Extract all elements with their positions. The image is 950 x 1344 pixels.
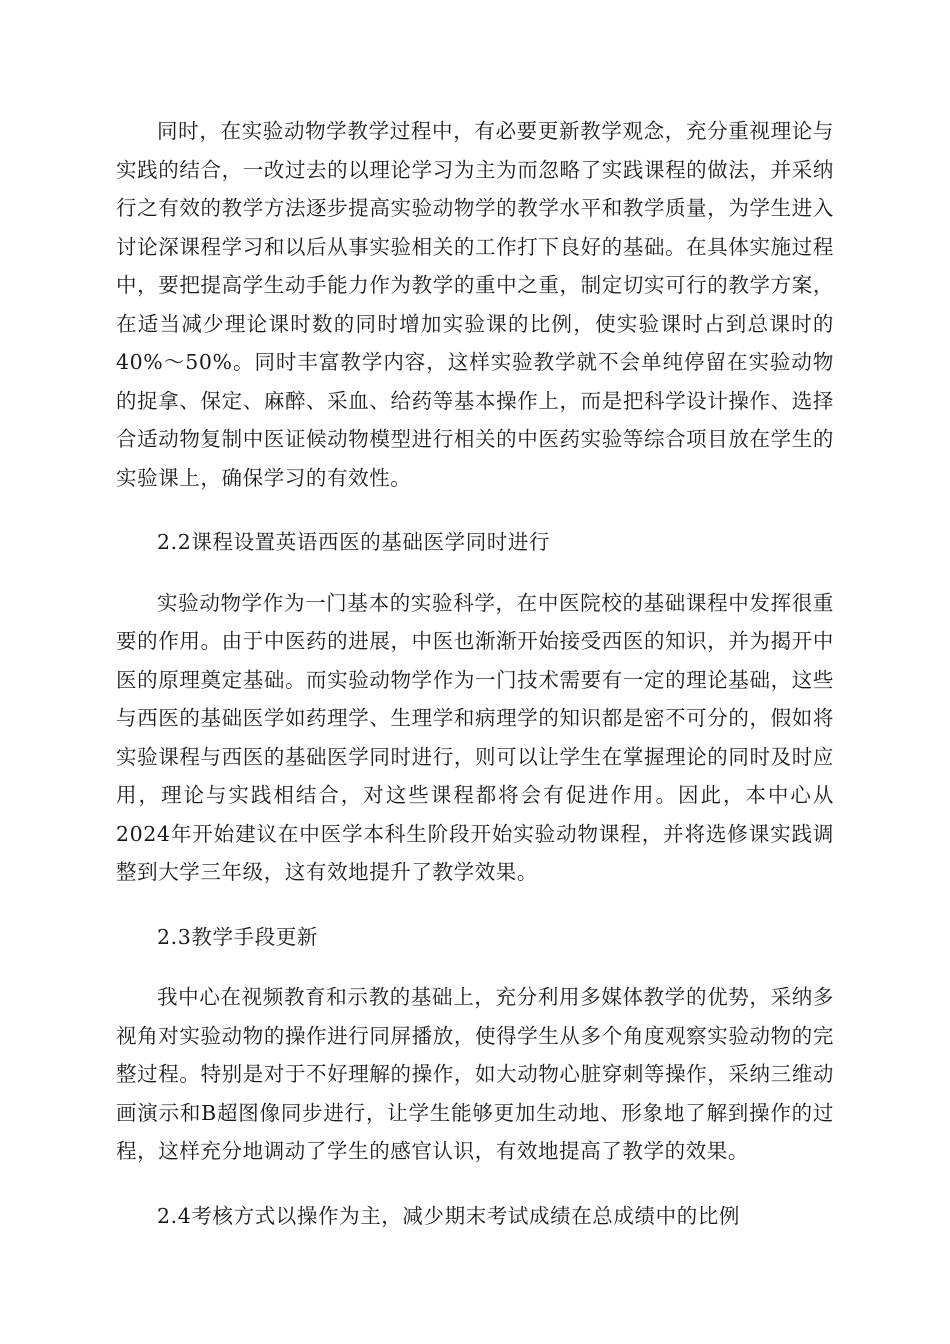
document-body xyxy=(116,112,834,1235)
paragraph-teaching-methods: 我中心在视频教育和示教的基础上，充分利用多媒体教学的优势，采纳多视角对实验动物的操作进行同屏播放，使得学生从多个角度观察实验动物的完整过程。特别是对于不好理解的操作，如大动物心脏穿刺等操作，采纳三维动画演示和B超图像同步进行，让学生能够更加生动地、形象地了解到操作的过程，这样充分地调动了学生的感官认识，有效地提高了教学的效果。 xyxy=(116,985,834,1163)
paragraph-teaching-concept: 同时，在实验动物学教学过程中，有必要更新教学观念，充分重视理论与实践的结合，一改过去的以理论学习为主为而忽略了实践课程的做法，并采纳行之有效的教学方法逐步提高实验动物学的教学水平和教学质量，为学生进入讨论深课程学习和以后从事实验相关的工作打下良好的基础。在具体实施过程中，要把提高学生动手能力作为教学的重中之重，制定切实可行的教学方案，在适当减少理论课时数的同时增加实验课的比例，使实验课时占到总课时的40%～50%。同时丰富教学内容，这样实验教学就不会单纯停留在实验动物的捉拿、保定、麻醉、采血、给药等基本操作上，而是把科学设计操作、选择合适动物复制中医证候动物模型进行相关的中医药实验等综合项目放在学生的实验课上，确保学习的有效性。 xyxy=(116,119,834,490)
paragraph-curriculum-setting: 实验动物学作为一门基本的实验科学，在中医院校的基础课程中发挥很重要的作用。由于中医药的进展，中医也渐渐开始接受西医的知识，并为揭开中医的原理奠定基础。而实验动物学作为一门技术需要有一定的理论基础，这些与西医的基础医学如药理学、生理学和病理学的知识都是密不可分的，假如将实验课程与西医的基础医学同时进行，则可以让学生在掌握理论的同时及时应用，理论与实践相结合，对这些课程都将会有促进作用。因此，本中心从2024年开始建议在中医学本科生阶段开始实验动物课程，并将选修课实践调整到大学三年级，这有效地提升了教学效果。 xyxy=(116,590,834,884)
section-heading-2-2: 2.2课程设置英语西医的基础医学同时进行 xyxy=(157,530,551,554)
section-heading-2-3: 2.3教学手段更新 xyxy=(157,924,319,949)
section-heading-2-4: 2.4考核方式以操作为主，减少期末考试成绩在总成绩中的比例 xyxy=(157,1203,740,1228)
